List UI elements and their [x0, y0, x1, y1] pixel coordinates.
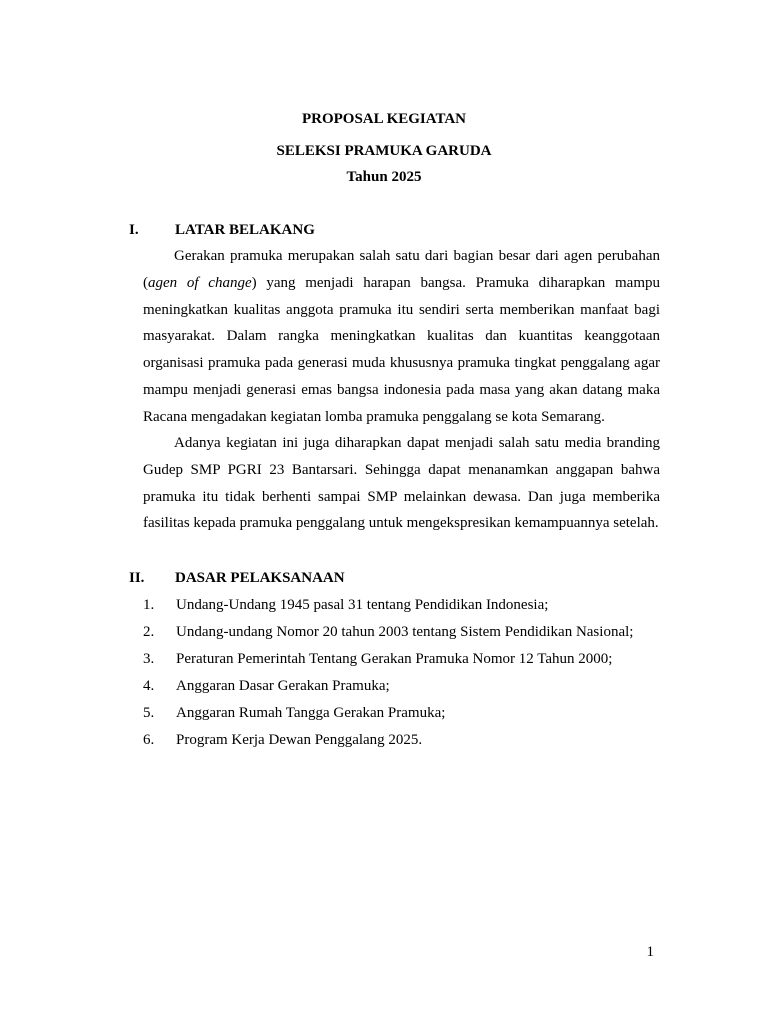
document-year: Tahun 2025 — [346, 169, 422, 185]
list-item — [143, 727, 663, 754]
list-item-text: Peraturan Pemerintah Tentang Gerakan Pramuka Nomor 12 Tahun 2000; — [176, 651, 613, 667]
paragraph-1-italic-term: agen of change — [148, 274, 252, 291]
list-item-number: 3. — [143, 651, 155, 667]
list-item — [143, 646, 663, 673]
list-item-number: 5. — [143, 705, 155, 721]
list-item-text: Program Kerja Dewan Penggalang 2025. — [176, 732, 423, 748]
background-paragraph-1 — [143, 243, 660, 431]
section-1-title: LATAR BELAKANG — [175, 222, 315, 238]
list-item — [143, 673, 663, 700]
list-item — [143, 619, 663, 646]
legal-basis-list — [143, 592, 663, 754]
list-item-text: Anggaran Dasar Gerakan Pramuka; — [176, 678, 390, 694]
list-item-number: 6. — [143, 732, 155, 748]
list-item-text: Undang-undang Nomor 20 tahun 2003 tentang Sistem Pendidikan Nasional; — [176, 624, 634, 640]
paragraph-1-text-start: Gerakan pramuka merupakan salah satu dari bagian besar dari agen perubahan ( — [143, 248, 660, 291]
document-subtitle: SELEKSI PRAMUKA GARUDA — [276, 143, 492, 159]
list-item-number: 2. — [143, 624, 155, 640]
list-item-number: 4. — [143, 678, 155, 694]
list-item-text: Anggaran Rumah Tangga Gerakan Pramuka; — [176, 705, 446, 721]
list-item — [143, 700, 663, 727]
section-2-number: II. — [129, 570, 145, 586]
list-item-number: 1. — [143, 597, 155, 613]
background-paragraph-2: Adanya kegiatan ini juga diharapkan dapat menjadi salah satu media branding Gudep SMP PGRI 23 Bantarsari. Sehingga dapat menanamkan anggapan bahwa pramuka itu tidak berhenti sampai SMP melainkan dewasa. Dan juga memberika fasilitas kepada pramuka penggalang untuk mengekspresikan kemampuannya setelah. — [143, 435, 660, 532]
section-2-title: DASAR PELAKSANAAN — [175, 570, 345, 586]
list-item — [143, 592, 663, 619]
document-title: PROPOSAL KEGIATAN — [301, 111, 467, 127]
section-1-number: I. — [129, 222, 139, 238]
list-item-text: Undang-Undang 1945 pasal 31 tentang Pendidikan Indonesia; — [176, 597, 549, 613]
paragraph-1-text-end: ) yang menjadi harapan bangsa. Pramuka diharapkan mampu meningkatkan kualitas anggota pramuka itu sendiri serta memberikan manfaat bagi masyarakat. Dalam rangka meningkatkan kualitas dan kuantitas keanggotaan organisasi pramuka pada generasi muda khususnya pramuka tingkat penggalang agar mampu menjadi generasi emas bangsa indonesia pada masa yang akan datang maka Racana mengadakan kegiatan lomba pramuka penggalang se kota Semarang. — [143, 274, 661, 425]
page-number: 1 — [646, 944, 654, 960]
